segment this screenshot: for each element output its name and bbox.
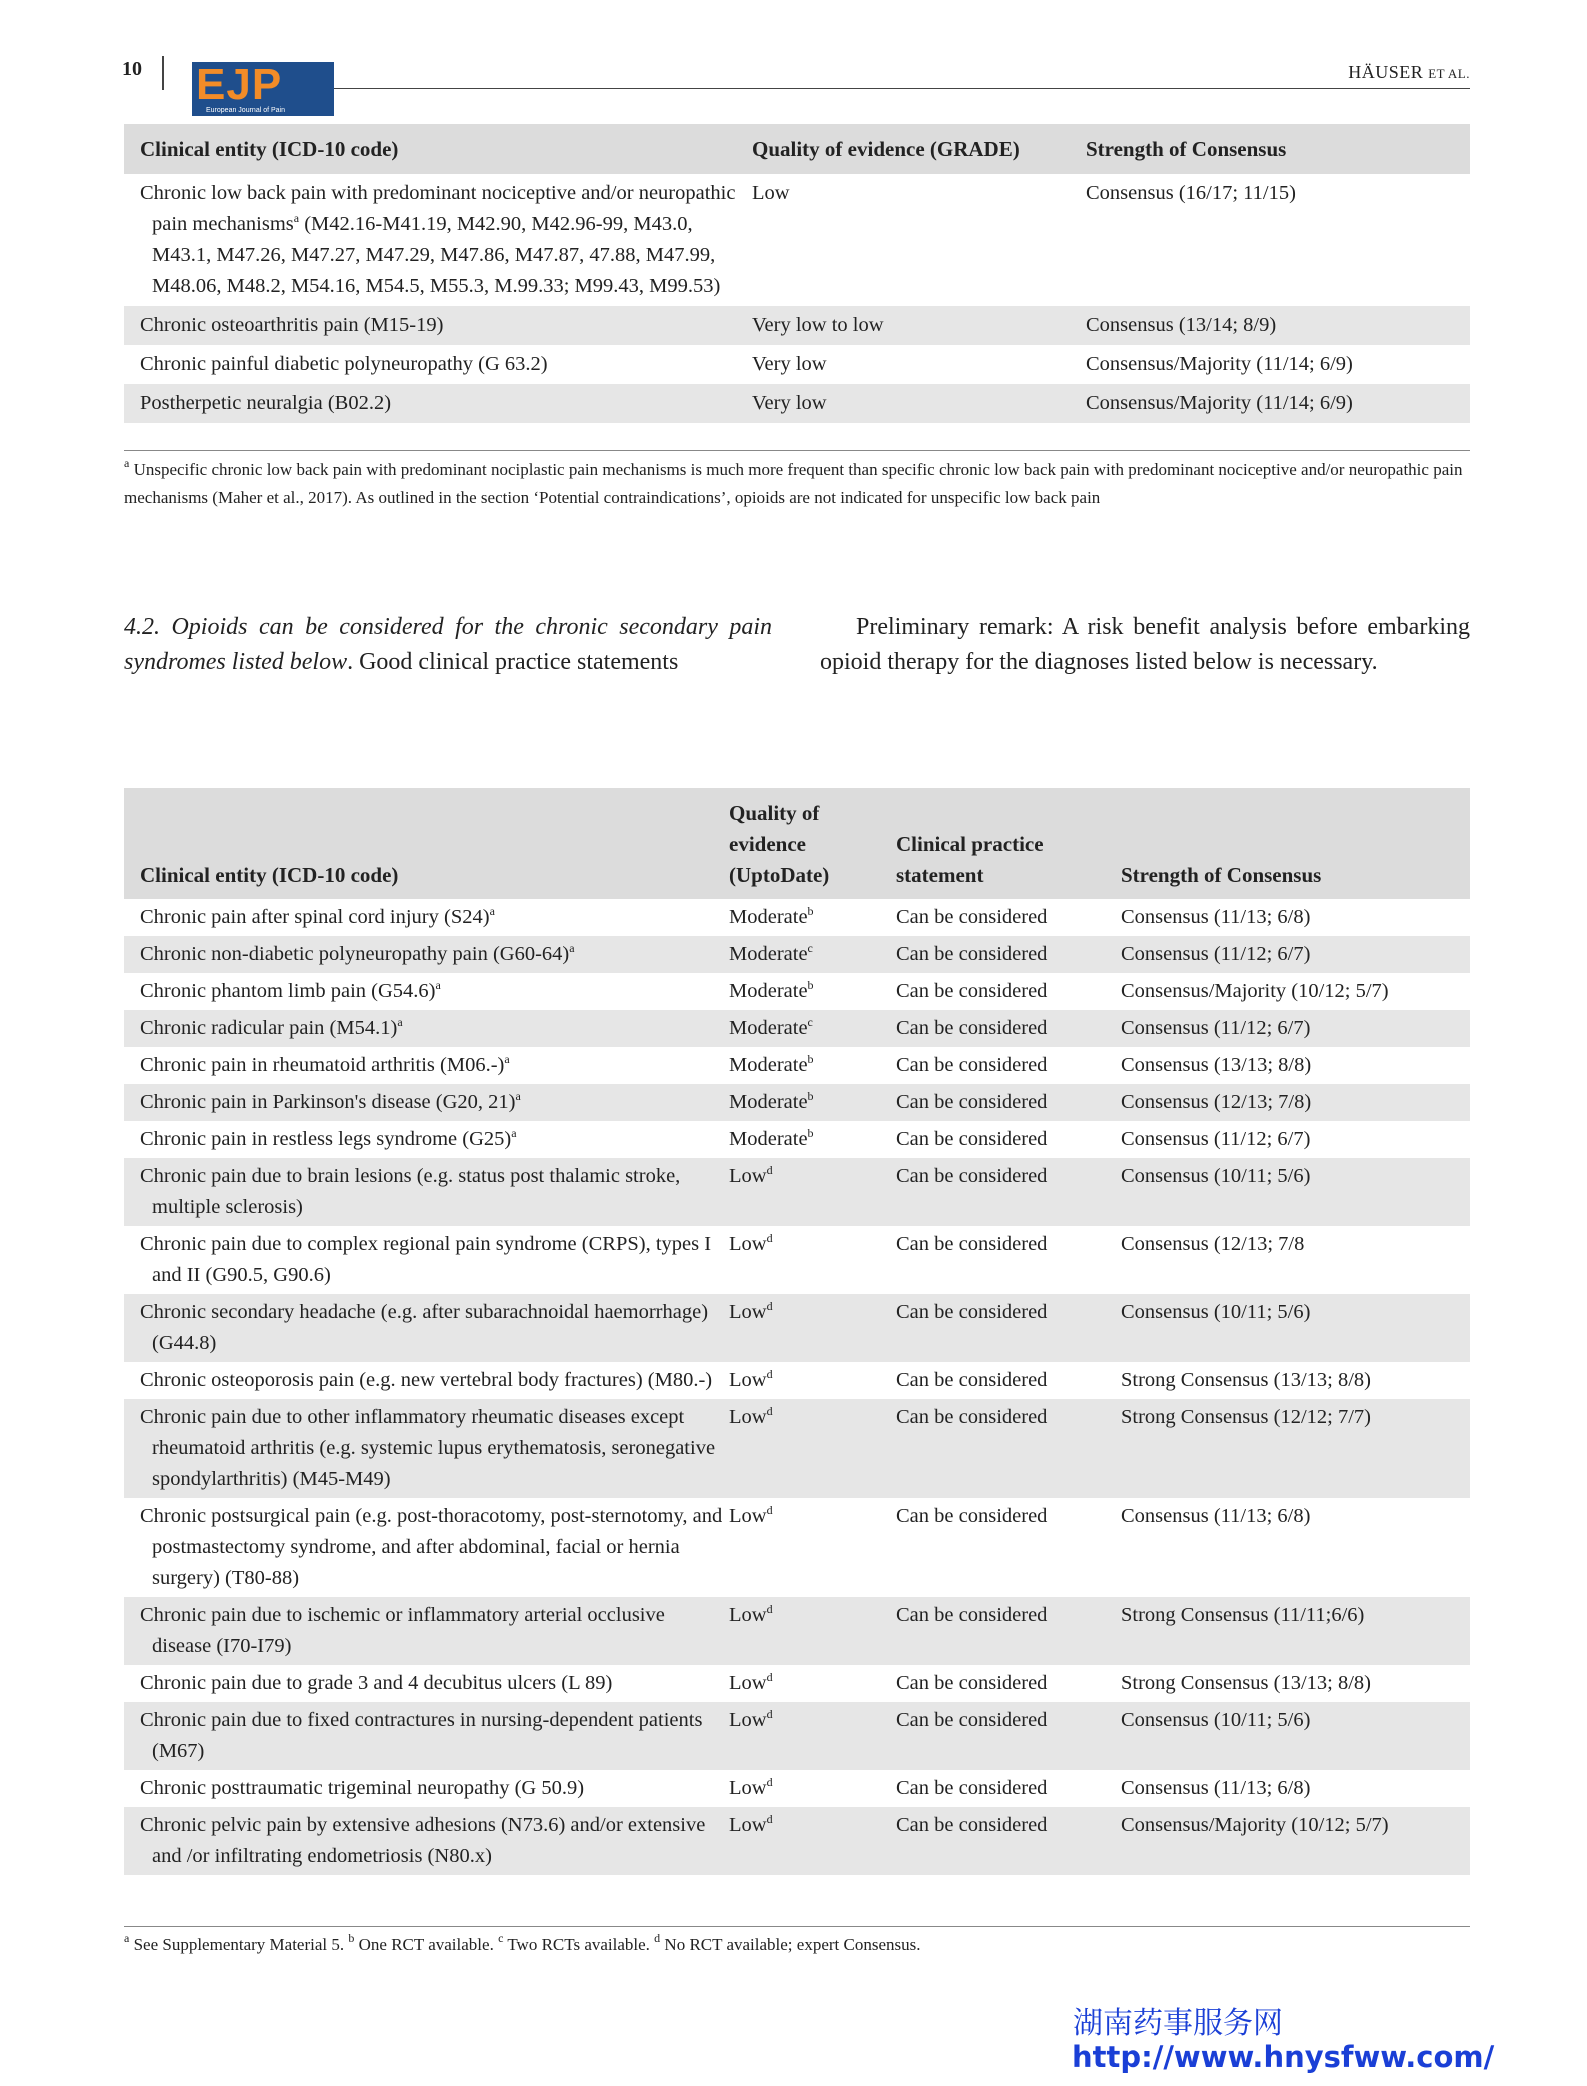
table-row [124, 306, 1470, 345]
consensus-cell: Consensus (10/11; 5/6) [1121, 1165, 1311, 1187]
table-row [124, 1770, 1470, 1807]
quality-cell: Very low to low [752, 314, 884, 336]
clinical-entity-text: Chronic pain due to ischemic or inflammatory arterial occlusive disease (I70-I79) [140, 1604, 665, 1657]
journal-logo-text: EJP [196, 60, 283, 109]
consensus-cell: Consensus (11/12; 6/7) [1121, 1128, 1311, 1150]
table-row [124, 973, 1470, 1010]
footnote-mark: b [807, 1089, 814, 1103]
footnote-mark: d [766, 1299, 773, 1313]
quality-text: Moderate [729, 980, 808, 1002]
footnote-mark: d [766, 1163, 773, 1177]
table-row [124, 174, 1470, 306]
quality-text: Low [729, 1777, 767, 1799]
table2-bottom-rule [124, 1926, 1470, 1927]
section-heading [124, 610, 772, 680]
quality-cell [729, 1399, 896, 1498]
quality-cell [729, 1498, 896, 1597]
footnote-text: No RCT available; expert Consensus. [660, 1935, 921, 1954]
table1-footnote-text: Unspecific chronic low back pain with predominant nociplastic pain mechanisms is much more frequent than specific chronic low back pain with predominant nociceptive and/or neuropathic pain mechanisms (Maher et al., 2017). As outlined in the section ‘Potential contraindications’, opioids are not indicated for unspecific low back pain [124, 460, 1463, 507]
clinical-entity-text: Chronic pain due to grade 3 and 4 decubitus ulcers (L 89) [140, 1672, 613, 1694]
footnote-mark: a [435, 978, 441, 992]
clinical-entity-text: Chronic radicular pain (M54.1) [140, 1017, 398, 1039]
footnote-mark: a [569, 941, 575, 955]
clinical-entity-cell [124, 1665, 729, 1702]
quality-text: Low [729, 1672, 767, 1694]
footnote-mark: d [654, 1931, 661, 1945]
table-row [124, 1399, 1470, 1498]
footnote-mark: b [807, 978, 814, 992]
clinical-entity-cell [124, 1047, 729, 1084]
quality-text: Low [729, 1301, 767, 1323]
footnote-mark: d [766, 1812, 773, 1826]
clinical-entity-cell [124, 1770, 729, 1807]
watermark-url: http://www.hnysfww.com/ [1072, 2040, 1495, 2074]
clinical-entity-text: Chronic pelvic pain by extensive adhesions (N73.6) and/or extensive and /or infiltrating endometriosis (N80.x) [140, 1814, 706, 1867]
footnote-mark: d [766, 1670, 773, 1684]
table-row [124, 936, 1470, 973]
table2-header-consensus: Strength of Consensus [1121, 863, 1322, 887]
consensus-cell: Consensus/Majority (11/14; 6/9) [1086, 353, 1353, 375]
clinical-entity-cell [124, 1399, 729, 1498]
footnote-mark: d [766, 1404, 773, 1418]
consensus-cell: Consensus/Majority (10/12; 5/7) [1121, 1814, 1389, 1836]
quality-cell [729, 1665, 896, 1702]
quality-text: Low [729, 1814, 767, 1836]
table2-header-entity: Clinical entity (ICD-10 code) [140, 863, 399, 887]
table-row [124, 1226, 1470, 1294]
table-row [124, 1010, 1470, 1047]
table-row [124, 345, 1470, 384]
consensus-cell: Strong Consensus (13/13; 8/8) [1121, 1672, 1371, 1694]
consensus-cell: Strong Consensus (11/11;6/6) [1121, 1604, 1365, 1626]
quality-cell [729, 936, 896, 973]
table1-bottom-rule [124, 450, 1470, 451]
consensus-cell: Consensus (10/11; 5/6) [1121, 1709, 1311, 1731]
statement-cell: Can be considered [896, 943, 1048, 965]
table-row [124, 1084, 1470, 1121]
footnote-text: See Supplementary Material 5. [129, 1935, 349, 1954]
page-number: 10 [122, 58, 142, 80]
clinical-entity-text: Chronic osteoporosis pain (e.g. new vertebral body fractures) (M80.-) [140, 1369, 713, 1391]
consensus-cell: Consensus (12/13; 7/8) [1121, 1091, 1312, 1113]
table2-header-row [124, 788, 1470, 899]
quality-cell [729, 899, 896, 936]
clinical-entity-cell [124, 1226, 729, 1294]
footnote-mark: c [498, 1931, 504, 1945]
header-rule [330, 88, 1470, 89]
consensus-cell: Consensus (13/13; 8/8) [1121, 1054, 1312, 1076]
footnote-mark: a [397, 1015, 403, 1029]
table-row [124, 1121, 1470, 1158]
table-row [124, 1158, 1470, 1226]
statement-cell: Can be considered [896, 906, 1048, 928]
statement-cell: Can be considered [896, 1165, 1048, 1187]
quality-text: Low [729, 1165, 767, 1187]
footnote-mark: b [807, 904, 814, 918]
footnote-mark: a [293, 211, 300, 225]
table1-header-row [124, 124, 1470, 174]
table2-body [124, 899, 1470, 1875]
quality-text: Low [729, 1369, 767, 1391]
table-row [124, 384, 1470, 423]
consensus-cell: Consensus (11/13; 6/8) [1121, 1777, 1311, 1799]
clinical-entity-text: Chronic secondary headache (e.g. after subarachnoidal haemorrhage) (G44.8) [140, 1301, 709, 1354]
running-head-etal: ET AL. [1428, 66, 1470, 81]
clinical-entity-text: Chronic pain due to other inflammatory rheumatic diseases except rheumatoid arthritis (e.g. systemic lupus erythematosis, seronegative spondylarthritis) (M45-M49) [140, 1406, 716, 1490]
clinical-entity-cell [124, 899, 729, 936]
watermark-title: 湖南药事服务网 [1073, 2006, 1283, 2041]
footnote-mark: c [807, 941, 813, 955]
footnote-text: One RCT available. [354, 1935, 499, 1954]
clinical-entity-cell [124, 1362, 729, 1399]
footnote-mark: a [124, 1931, 130, 1945]
clinical-entity-cell [124, 1084, 729, 1121]
statement-cell: Can be considered [896, 1054, 1048, 1076]
quality-cell [729, 1158, 896, 1226]
statement-cell: Can be considered [896, 1233, 1048, 1255]
table1-header-consensus: Strength of Consensus [1086, 136, 1287, 161]
section-heading-rest: . Good clinical practice statements [347, 649, 679, 675]
table1-footnote [124, 456, 1470, 512]
journal-logo-subtitle: European Journal of Pain [206, 107, 285, 114]
table-row [124, 1597, 1470, 1665]
quality-text: Moderate [729, 1091, 808, 1113]
clinical-entity-text: Chronic pain in restless legs syndrome (G25) [140, 1128, 512, 1150]
clinical-entity-cell [124, 1158, 729, 1226]
clinical-entity-text: Chronic pain in Parkinson's disease (G20, 21) [140, 1091, 516, 1113]
icd-codes-text: (M42.16-M41.19, M42.90, M42.96-99, M43.0, M43.1, M47.26, M47.27, M47.29, M47.86, M47.87, 47.88, M47.99, M48.06, M48.2, M54.16, M54.5, M55.3, M.99.33; M99.43, M99.53) [152, 213, 721, 297]
statement-cell: Can be considered [896, 1709, 1048, 1731]
table2-header-quality: Quality of evidence (UptoDate) [729, 801, 830, 887]
table-row [124, 899, 1470, 936]
consensus-cell: Consensus/Majority (11/14; 6/9) [1086, 392, 1353, 414]
table1-body [124, 174, 1470, 423]
footnote-text: Two RCTs available. [503, 1935, 655, 1954]
header-divider [162, 56, 164, 90]
quality-text: Moderate [729, 1128, 808, 1150]
quality-text: Low [729, 1505, 767, 1527]
quality-cell: Very low [752, 392, 827, 414]
quality-cell [729, 1770, 896, 1807]
quality-text: Low [729, 1233, 767, 1255]
consensus-cell: Consensus (11/13; 6/8) [1121, 1505, 1311, 1527]
footnote-mark: d [766, 1707, 773, 1721]
clinical-entity-text: Chronic non-diabetic polyneuropathy pain (G60-64) [140, 943, 570, 965]
consensus-cell: Consensus (11/13; 6/8) [1121, 906, 1311, 928]
statement-cell: Can be considered [896, 980, 1048, 1002]
footnote-mark: d [766, 1775, 773, 1789]
table-row [124, 1294, 1470, 1362]
section-number: 4.2. [124, 614, 160, 640]
quality-text: Low [729, 1604, 767, 1626]
clinical-entity-text: Chronic pain due to fixed contractures in nursing-dependent patients (M67) [140, 1709, 703, 1762]
clinical-entity-text: Chronic posttraumatic trigeminal neuropathy (G 50.9) [140, 1777, 585, 1799]
running-head [1348, 62, 1470, 83]
quality-text: Low [729, 1709, 767, 1731]
clinical-entity-text: Chronic pain after spinal cord injury (S24) [140, 906, 490, 928]
quality-cell [729, 1597, 896, 1665]
clinical-entity-cell [124, 936, 729, 973]
table-row [124, 1665, 1470, 1702]
quality-cell [729, 973, 896, 1010]
table1-header-entity: Clinical entity (ICD-10 code) [140, 136, 399, 161]
consensus-cell: Consensus (13/14; 8/9) [1086, 314, 1277, 336]
quality-text: Moderate [729, 943, 808, 965]
consensus-cell: Consensus/Majority (10/12; 5/7) [1121, 980, 1389, 1002]
table-row [124, 1498, 1470, 1597]
quality-cell [729, 1807, 896, 1875]
footnote-mark: c [807, 1015, 813, 1029]
quality-cell [729, 1362, 896, 1399]
consensus-cell: Consensus (12/13; 7/8 [1121, 1233, 1305, 1255]
statement-cell: Can be considered [896, 1091, 1048, 1113]
table1-header-quality: Quality of evidence (GRADE) [752, 136, 1020, 161]
consensus-cell: Consensus (11/12; 6/7) [1121, 1017, 1311, 1039]
clinical-entity-text: Chronic pain due to complex regional pain syndrome (CRPS), types I and II (G90.5, G90.6) [140, 1233, 712, 1286]
running-head-author: HÄUSER [1348, 62, 1424, 82]
clinical-entity-text: Chronic painful diabetic polyneuropathy (G 63.2) [140, 353, 548, 375]
footnote-mark: d [766, 1231, 773, 1245]
table-row [124, 1362, 1470, 1399]
quality-cell: Very low [752, 353, 827, 375]
evidence-table-2 [124, 788, 1470, 1875]
quality-cell [729, 1702, 896, 1770]
statement-cell: Can be considered [896, 1369, 1048, 1391]
footnote-mark: d [766, 1602, 773, 1616]
journal-logo [192, 62, 334, 116]
quality-text: Low [729, 1406, 767, 1428]
table-row [124, 1807, 1470, 1875]
consensus-cell: Strong Consensus (13/13; 8/8) [1121, 1369, 1371, 1391]
footnote-mark: a [511, 1126, 517, 1140]
clinical-entity-text: Chronic osteoarthritis pain (M15-19) [140, 314, 444, 336]
clinical-entity-text: Chronic pain in rheumatoid arthritis (M06.-) [140, 1054, 505, 1076]
quality-cell [729, 1010, 896, 1047]
statement-cell: Can be considered [896, 1604, 1048, 1626]
statement-cell: Can be considered [896, 1777, 1048, 1799]
footnote-mark: b [807, 1126, 814, 1140]
clinical-entity-cell [124, 1498, 729, 1597]
quality-text: Moderate [729, 906, 808, 928]
consensus-cell: Consensus (10/11; 5/6) [1121, 1301, 1311, 1323]
clinical-entity-cell [124, 1807, 729, 1875]
quality-cell: Low [752, 182, 790, 204]
quality-cell [729, 1084, 896, 1121]
clinical-entity-cell [124, 1702, 729, 1770]
consensus-cell: Strong Consensus (12/12; 7/7) [1121, 1406, 1371, 1428]
clinical-entity-text: Chronic low back pain with predominant nociceptive and/or neuropathic pain mechanisms [140, 182, 736, 235]
statement-cell: Can be considered [896, 1301, 1048, 1323]
statement-cell: Can be considered [896, 1406, 1048, 1428]
footnote-mark: b [807, 1052, 814, 1066]
clinical-entity-cell [124, 973, 729, 1010]
clinical-entity-cell [124, 1294, 729, 1362]
statement-cell: Can be considered [896, 1017, 1048, 1039]
clinical-entity-cell [124, 1121, 729, 1158]
clinical-entity-text: Chronic phantom limb pain (G54.6) [140, 980, 436, 1002]
footnote-mark: a [504, 1052, 510, 1066]
table-row [124, 1047, 1470, 1084]
consensus-cell: Consensus (11/12; 6/7) [1121, 943, 1311, 965]
clinical-entity-text: Chronic postsurgical pain (e.g. post-thoracotomy, post-sternotomy, and postmastectomy syndrome, and after abdominal, facial or hernia surgery) (T80-88) [140, 1505, 723, 1589]
statement-cell: Can be considered [896, 1128, 1048, 1150]
footnote-mark: a [515, 1089, 521, 1103]
statement-cell: Can be considered [896, 1505, 1048, 1527]
clinical-entity-cell [124, 384, 752, 423]
clinical-entity-text: Chronic pain due to brain lesions (e.g. status post thalamic stroke, multiple sclerosis) [140, 1165, 681, 1218]
table2-header-statement: Clinical practice statement [896, 832, 1044, 887]
quality-text: Moderate [729, 1017, 808, 1039]
footnote-mark: d [766, 1367, 773, 1381]
clinical-entity-cell [124, 174, 752, 306]
table2-footnotes [124, 1931, 1470, 1959]
quality-cell [729, 1121, 896, 1158]
footnote-mark: d [766, 1503, 773, 1517]
table-row [124, 1702, 1470, 1770]
clinical-entity-cell [124, 306, 752, 345]
footnote-mark: b [348, 1931, 355, 1945]
quality-cell [729, 1294, 896, 1362]
evidence-table-1 [124, 124, 1470, 423]
consensus-cell: Consensus (16/17; 11/15) [1086, 182, 1296, 204]
quality-text: Moderate [729, 1054, 808, 1076]
quality-cell [729, 1047, 896, 1084]
table1-footnote-mark: a [124, 456, 130, 470]
preliminary-remark: Preliminary remark: A risk benefit analysis before embarking opioid therapy for the diagnoses listed below is necessary. [820, 614, 1470, 675]
statement-cell: Can be considered [896, 1672, 1048, 1694]
statement-cell: Can be considered [896, 1814, 1048, 1836]
clinical-entity-cell [124, 1597, 729, 1665]
section-heading-italic: Opioids can be considered for the chronic secondary pain syndromes listed below [124, 614, 772, 675]
clinical-entity-cell [124, 345, 752, 384]
footnote-mark: a [489, 904, 495, 918]
clinical-entity-cell [124, 1010, 729, 1047]
quality-cell [729, 1226, 896, 1294]
clinical-entity-text: Postherpetic neuralgia (B02.2) [140, 392, 392, 414]
